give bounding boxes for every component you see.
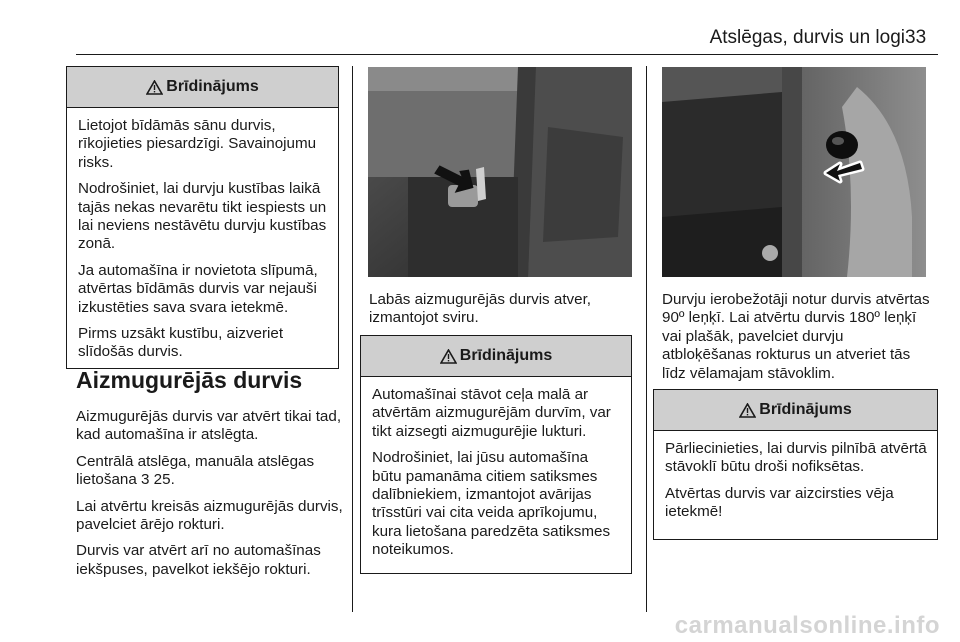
caption-paragraph: Labās aizmugurējās durvis atver, izmantojot sviru.	[369, 291, 592, 327]
warning-paragraph: Ja automašīna ir novietota slīpumā, atvērtas bīdāmās durvis var nejauši izkustēties sava svara ietekmē.	[78, 261, 318, 316]
warning-paragraph: Pirms uzsākt kustību, aizveriet slīdošās durvis.	[78, 325, 284, 361]
running-header-title: Atslēgas, durvis un logi	[709, 27, 905, 48]
warning-triangle-icon	[440, 349, 457, 364]
column-2-caption	[369, 291, 637, 336]
body-paragraph: Centrālā atslēga, manuāla atslēgas lietošana 3 25.	[76, 452, 315, 489]
warning-title: Brīdinājums	[459, 347, 553, 364]
warning-triangle-icon	[146, 80, 163, 95]
warning-header	[67, 67, 338, 108]
warning-box	[360, 335, 632, 574]
body-paragraph: Aizmugurējās durvis var atvērt tikai tad, kad automašīna ir atslēgta.	[76, 408, 342, 444]
warning-box	[66, 66, 339, 369]
door-restraint-release-photo	[662, 67, 926, 277]
warning-paragraph: Pārliecinieties, lai durvis pilnībā atvērtā stāvoklī būtu droši nofiksētas.	[665, 440, 927, 476]
page-number: 33	[905, 27, 927, 48]
warning-header	[654, 390, 937, 431]
warning-paragraph: Atvērtas durvis var aizcirsties vēja ietekmē!	[665, 484, 894, 521]
body-paragraph: Durvis var atvērt arī no automašīnas iekšpuses, pavelkot iekšējo rokturi.	[76, 542, 321, 578]
warning-header	[361, 336, 631, 377]
warning-box	[653, 389, 938, 540]
column-divider	[646, 66, 647, 612]
watermark: carmanualsonline.info	[674, 612, 940, 639]
warning-title: Brīdinājums	[166, 78, 259, 95]
column-divider	[352, 66, 353, 612]
warning-paragraph: Lietojot bīdāmās sānu durvis, rīkojieties piesardzīgi. Savainojumu risks.	[78, 117, 317, 171]
column-1-body	[76, 408, 344, 587]
warning-triangle-icon	[739, 403, 756, 418]
body-paragraph: Lai atvērtu kreisās aizmugurējās durvis, pavelciet ārējo rokturi.	[76, 497, 343, 534]
caption-paragraph: Durvju ierobežotāji notur durvis atvērtas 90º leņķī. Lai atvērtu durvis 180º leņķī vai plašāk, pavelciet durvju atbloķēšanas rokturus un atveriet tās līdz vēlamajam stāvoklim.	[662, 291, 930, 382]
header-rule	[76, 54, 938, 55]
rear-door-lever-photo	[368, 67, 632, 277]
section-heading: Aizmugurējās durvis	[76, 367, 303, 393]
warning-paragraph: Automašīnai stāvot ceļa malā ar atvērtām aizmugurējām durvīm, var tikt aizsegti aizmugurējie lukturi.	[372, 386, 611, 440]
column-3-caption	[662, 291, 937, 391]
warning-paragraph: Nodrošiniet, lai jūsu automašīna būtu pamanāma citiem satiksmes dalībniekiem, izmantojot avārijas trīsstūri vai cita veida aprīkojumu, kura lietošana paredzēta satiksmes noteikumos.	[372, 449, 611, 559]
warning-title: Brīdinājums	[759, 401, 852, 418]
warning-paragraph: Nodrošiniet, lai durvju kustības laikā tajās nekas nevarētu tikt iespiests un lai neviens nestāvētu durvju kustības zonā.	[78, 180, 327, 253]
